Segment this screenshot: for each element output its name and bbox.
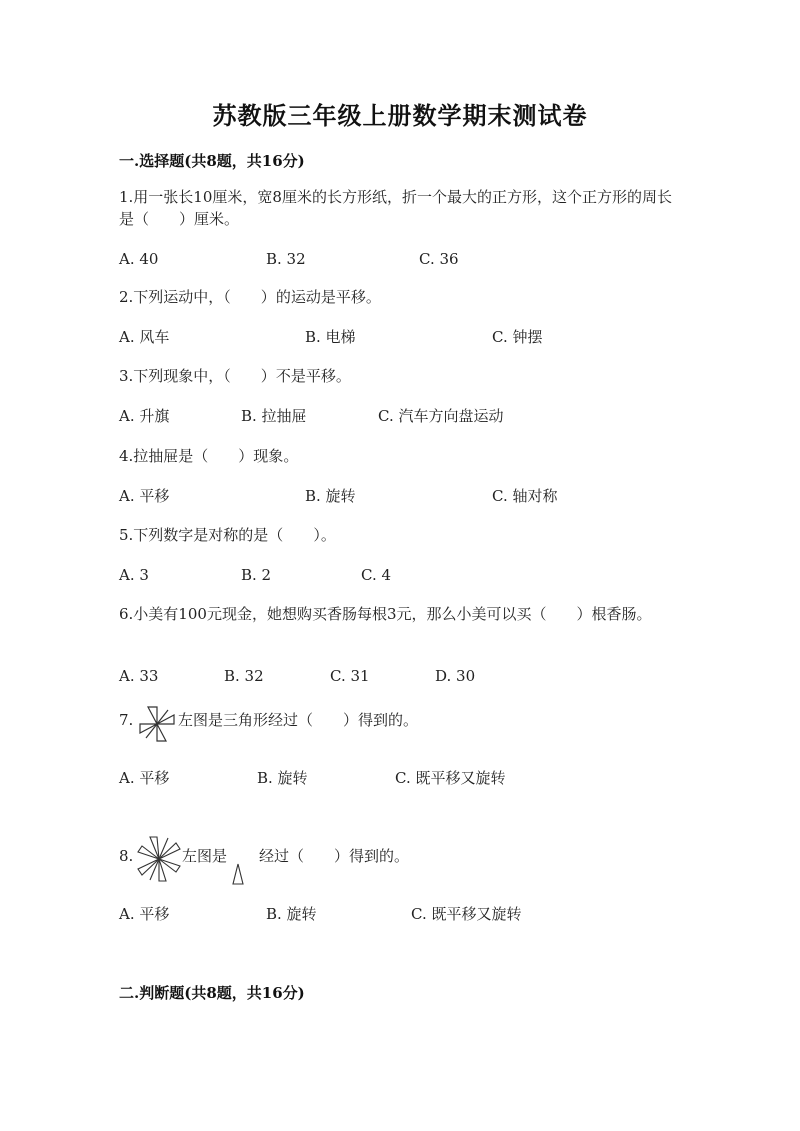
question-2: 2.下列运动中，（ ）的运动是平移。 (119, 288, 381, 306)
question-1-options (119, 248, 719, 270)
option-a: A. 风车 (119, 328, 170, 346)
option-c: C. 31 (330, 667, 370, 685)
option-b: B. 拉抽屉 (241, 407, 307, 425)
question-1: 1.用一张长10厘米，宽8厘米的长方形纸，折一个最大的正方形，这个正方形的周长是（ ）厘米。 (119, 188, 672, 228)
section-heading-judgement: 二.判断题(共8题，共16分) (119, 984, 305, 1002)
option-b: B. 2 (241, 566, 272, 584)
section-heading-choice: 一.选择题(共8题，共16分) (119, 152, 305, 170)
pinwheel-eight-triangles-figure (136, 834, 182, 884)
option-c: C. 钟摆 (492, 328, 543, 346)
option-a: A. 40 (119, 250, 159, 268)
question-8-number: 8. (119, 847, 134, 865)
option-b: B. 电梯 (305, 328, 356, 346)
question-7-text: 左图是三角形经过（ ）得到的。 (178, 711, 419, 729)
question-5-options (119, 564, 719, 586)
question-7-options (119, 767, 719, 789)
option-c: C. 既平移又旋转 (395, 769, 506, 787)
option-b: B. 旋转 (257, 769, 308, 787)
option-b: B. 32 (266, 250, 306, 268)
option-c: C. 36 (419, 250, 459, 268)
question-3: 3.下列现象中，（ ）不是平移。 (119, 367, 351, 385)
option-a: A. 33 (119, 667, 159, 685)
pinwheel-triangles-figure (138, 702, 176, 746)
question-6-options (119, 665, 719, 687)
option-a: A. 3 (119, 566, 149, 584)
question-6: 6.小美有100元现金，她想购买香肠每根3元，那么小美可以买（ ）根香肠。 (119, 605, 652, 623)
question-8-options (119, 903, 719, 925)
option-c: C. 轴对称 (492, 487, 558, 505)
option-a: A. 平移 (119, 905, 170, 923)
question-4-options (119, 485, 719, 507)
triangle-figure (231, 863, 245, 885)
option-c: C. 汽车方向盘运动 (378, 407, 504, 425)
question-8-text-b: 经过（ ）得到的。 (259, 847, 410, 865)
question-2-options (119, 326, 719, 348)
option-a: A. 平移 (119, 769, 170, 787)
option-c: C. 既平移又旋转 (411, 905, 522, 923)
option-a: A. 平移 (119, 487, 170, 505)
option-b: B. 32 (224, 667, 264, 685)
option-b: B. 旋转 (266, 905, 317, 923)
option-c: C. 4 (361, 566, 392, 584)
page-title: 苏教版三年级上册数学期末测试卷 (212, 101, 588, 130)
question-7-number: 7. (119, 711, 134, 729)
question-3-options (119, 405, 719, 427)
question-4: 4.拉抽屉是（ ）现象。 (119, 447, 299, 465)
question-5: 5.下列数字是对称的是（ ）。 (119, 526, 336, 544)
option-d: D. 30 (435, 667, 476, 685)
option-a: A. 升旗 (119, 407, 170, 425)
option-b: B. 旋转 (305, 487, 356, 505)
question-8-text-a: 左图是 (182, 847, 228, 865)
